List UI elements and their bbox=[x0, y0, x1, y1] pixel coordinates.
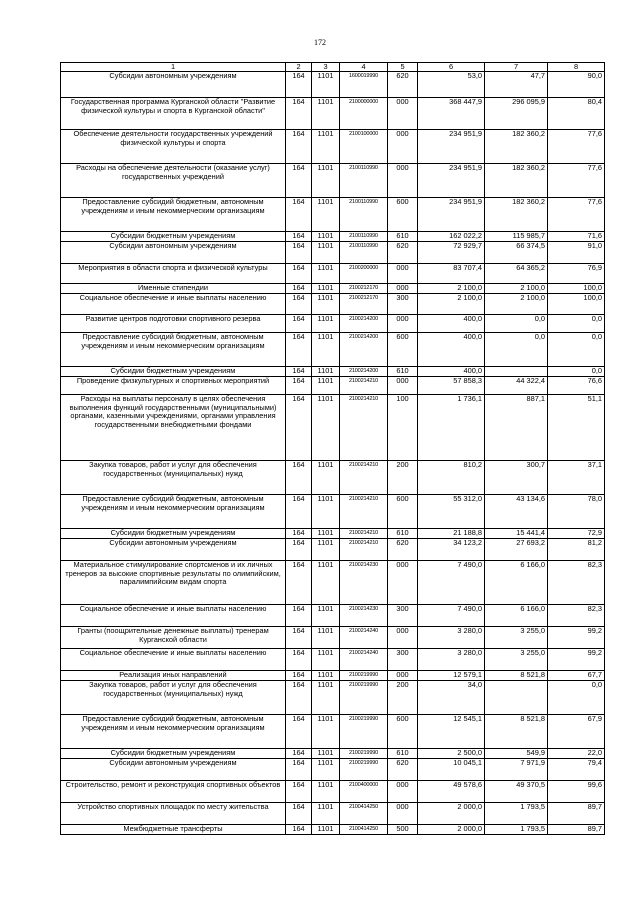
value-cell-c2: 164 bbox=[286, 461, 312, 495]
table-row bbox=[61, 749, 605, 759]
table-row bbox=[61, 164, 605, 198]
value-cell-c8: 91,0 bbox=[548, 242, 605, 264]
row-label-cell: Гранты (поощрительные денежные выплаты) тренерам Курганской области bbox=[61, 627, 286, 649]
value-cell-c6: 7 490,0 bbox=[418, 605, 485, 627]
value-cell-c3: 1101 bbox=[312, 749, 340, 759]
value-cell-c8: 99,2 bbox=[548, 649, 605, 671]
value-cell-c8: 77,6 bbox=[548, 198, 605, 232]
value-cell-c3: 1101 bbox=[312, 367, 340, 377]
value-cell-c6: 12 545,1 bbox=[418, 715, 485, 749]
value-cell-c8: 76,9 bbox=[548, 264, 605, 284]
value-cell-c2: 164 bbox=[286, 825, 312, 835]
value-cell-c2: 164 bbox=[286, 164, 312, 198]
column-header: 5 bbox=[388, 63, 418, 72]
value-cell-c4: 2100000000 bbox=[340, 98, 388, 130]
value-cell-c3: 1101 bbox=[312, 395, 340, 461]
value-cell-c5: 600 bbox=[388, 495, 418, 529]
value-cell-c7: 27 693,2 bbox=[485, 539, 548, 561]
value-cell-c7: 64 365,2 bbox=[485, 264, 548, 284]
value-cell-c3: 1101 bbox=[312, 284, 340, 294]
value-cell-c4: 1600019990 bbox=[340, 72, 388, 98]
value-cell-c8: 0,0 bbox=[548, 367, 605, 377]
value-cell-c7: 182 360,2 bbox=[485, 130, 548, 164]
value-cell-c2: 164 bbox=[286, 495, 312, 529]
value-cell-c6: 7 490,0 bbox=[418, 561, 485, 605]
value-cell-c5: 000 bbox=[388, 164, 418, 198]
value-cell-c7: 549,9 bbox=[485, 749, 548, 759]
value-cell-c5: 600 bbox=[388, 333, 418, 367]
value-cell-c2: 164 bbox=[286, 605, 312, 627]
value-cell-c6: 34,0 bbox=[418, 681, 485, 715]
value-cell-c8: 78,0 bbox=[548, 495, 605, 529]
table-row bbox=[61, 539, 605, 561]
value-cell-c2: 164 bbox=[286, 367, 312, 377]
table-row bbox=[61, 367, 605, 377]
value-cell-c3: 1101 bbox=[312, 605, 340, 627]
value-cell-c7: 7 971,9 bbox=[485, 759, 548, 781]
row-label-cell: Расходы на обеспечение деятельности (оказание услуг) государственных учреждений bbox=[61, 164, 286, 198]
value-cell-c3: 1101 bbox=[312, 803, 340, 825]
value-cell-c6: 234 951,9 bbox=[418, 198, 485, 232]
value-cell-c4: 2100214210 bbox=[340, 529, 388, 539]
value-cell-c7: 1 793,5 bbox=[485, 803, 548, 825]
table-row bbox=[61, 232, 605, 242]
value-cell-c5: 620 bbox=[388, 242, 418, 264]
value-cell-c5: 600 bbox=[388, 715, 418, 749]
row-label-cell: Строительство, ремонт и реконструкция спортивных объектов bbox=[61, 781, 286, 803]
value-cell-c7: 300,7 bbox=[485, 461, 548, 495]
value-cell-c3: 1101 bbox=[312, 130, 340, 164]
table-row bbox=[61, 377, 605, 395]
value-cell-c5: 100 bbox=[388, 395, 418, 461]
value-cell-c6: 83 707,4 bbox=[418, 264, 485, 284]
table-row bbox=[61, 495, 605, 529]
value-cell-c8: 0,0 bbox=[548, 681, 605, 715]
value-cell-c8: 82,3 bbox=[548, 605, 605, 627]
value-cell-c4: 2100214240 bbox=[340, 649, 388, 671]
value-cell-c2: 164 bbox=[286, 715, 312, 749]
value-cell-c7: 115 985,7 bbox=[485, 232, 548, 242]
value-cell-c7 bbox=[485, 681, 548, 715]
value-cell-c2: 164 bbox=[286, 781, 312, 803]
value-cell-c8: 100,0 bbox=[548, 294, 605, 315]
value-cell-c8: 51,1 bbox=[548, 395, 605, 461]
table-row bbox=[61, 72, 605, 98]
value-cell-c2: 164 bbox=[286, 627, 312, 649]
value-cell-c7: 2 100,0 bbox=[485, 284, 548, 294]
value-cell-c4: 2100214210 bbox=[340, 495, 388, 529]
table-row bbox=[61, 605, 605, 627]
value-cell-c5: 200 bbox=[388, 461, 418, 495]
value-cell-c3: 1101 bbox=[312, 781, 340, 803]
value-cell-c3: 1101 bbox=[312, 825, 340, 835]
value-cell-c3: 1101 bbox=[312, 333, 340, 367]
value-cell-c5: 610 bbox=[388, 367, 418, 377]
value-cell-c7: 43 134,6 bbox=[485, 495, 548, 529]
table-row bbox=[61, 284, 605, 294]
value-cell-c7: 49 370,5 bbox=[485, 781, 548, 803]
value-cell-c8: 0,0 bbox=[548, 315, 605, 333]
row-label-cell: Социальное обеспечение и иные выплаты населению bbox=[61, 605, 286, 627]
value-cell-c7: 0,0 bbox=[485, 333, 548, 367]
table-row bbox=[61, 333, 605, 367]
value-cell-c4: 2100414250 bbox=[340, 825, 388, 835]
value-cell-c8: 81,2 bbox=[548, 539, 605, 561]
value-cell-c2: 164 bbox=[286, 198, 312, 232]
value-cell-c6: 2 000,0 bbox=[418, 803, 485, 825]
value-cell-c5: 200 bbox=[388, 681, 418, 715]
value-cell-c8: 90,0 bbox=[548, 72, 605, 98]
value-cell-c3: 1101 bbox=[312, 681, 340, 715]
value-cell-c5: 000 bbox=[388, 130, 418, 164]
value-cell-c3: 1101 bbox=[312, 377, 340, 395]
value-cell-c4: 2100219990 bbox=[340, 759, 388, 781]
value-cell-c7: 3 255,0 bbox=[485, 627, 548, 649]
table-row bbox=[61, 98, 605, 130]
value-cell-c5: 620 bbox=[388, 539, 418, 561]
value-cell-c4: 2100219990 bbox=[340, 715, 388, 749]
value-cell-c6: 2 100,0 bbox=[418, 284, 485, 294]
table-row bbox=[61, 242, 605, 264]
row-label-cell: Закупка товаров, работ и услуг для обеспечения государственных (муниципальных) нужд bbox=[61, 461, 286, 495]
value-cell-c2: 164 bbox=[286, 671, 312, 681]
value-cell-c5: 300 bbox=[388, 649, 418, 671]
table-row bbox=[61, 264, 605, 284]
row-label-cell: Социальное обеспечение и иные выплаты населению bbox=[61, 294, 286, 315]
row-label-cell: Субсидии бюджетным учреждениям bbox=[61, 749, 286, 759]
row-label-cell: Субсидии автономным учреждениям bbox=[61, 242, 286, 264]
row-label-cell: Субсидии бюджетным учреждениям bbox=[61, 367, 286, 377]
column-header: 2 bbox=[286, 63, 312, 72]
value-cell-c5: 620 bbox=[388, 72, 418, 98]
table-row bbox=[61, 759, 605, 781]
value-cell-c6: 21 188,8 bbox=[418, 529, 485, 539]
table-row bbox=[61, 803, 605, 825]
row-label-cell: Материальное стимулирование спортсменов и их личных тренеров за высокие спортивные результаты по олимпийским, паралимпийским видам спорта bbox=[61, 561, 286, 605]
value-cell-c7: 182 360,2 bbox=[485, 164, 548, 198]
value-cell-c8: 82,3 bbox=[548, 561, 605, 605]
value-cell-c3: 1101 bbox=[312, 715, 340, 749]
value-cell-c2: 164 bbox=[286, 294, 312, 315]
value-cell-c4: 2100214210 bbox=[340, 461, 388, 495]
value-cell-c2: 164 bbox=[286, 649, 312, 671]
value-cell-c6: 3 280,0 bbox=[418, 627, 485, 649]
value-cell-c4: 2100212170 bbox=[340, 294, 388, 315]
table-row bbox=[61, 561, 605, 605]
value-cell-c6: 2 500,0 bbox=[418, 749, 485, 759]
row-label-cell: Субсидии автономным учреждениям bbox=[61, 759, 286, 781]
value-cell-c8: 37,1 bbox=[548, 461, 605, 495]
table-row bbox=[61, 825, 605, 835]
table-row bbox=[61, 671, 605, 681]
row-label-cell: Социальное обеспечение и иные выплаты населению bbox=[61, 649, 286, 671]
column-header: 8 bbox=[548, 63, 605, 72]
value-cell-c5: 000 bbox=[388, 561, 418, 605]
table-header-row bbox=[61, 63, 605, 72]
value-cell-c4: 2100214210 bbox=[340, 377, 388, 395]
table-row bbox=[61, 395, 605, 461]
value-cell-c4: 2100214200 bbox=[340, 315, 388, 333]
value-cell-c8: 0,0 bbox=[548, 333, 605, 367]
value-cell-c3: 1101 bbox=[312, 627, 340, 649]
column-header: 3 bbox=[312, 63, 340, 72]
row-label-cell: Именные стипендии bbox=[61, 284, 286, 294]
value-cell-c2: 164 bbox=[286, 395, 312, 461]
row-label-cell: Субсидии автономным учреждениям bbox=[61, 539, 286, 561]
row-label-cell: Закупка товаров, работ и услуг для обеспечения государственных (муниципальных) нужд bbox=[61, 681, 286, 715]
value-cell-c3: 1101 bbox=[312, 495, 340, 529]
table-row bbox=[61, 627, 605, 649]
value-cell-c6: 34 123,2 bbox=[418, 539, 485, 561]
value-cell-c4: 2100214200 bbox=[340, 367, 388, 377]
value-cell-c7: 15 441,4 bbox=[485, 529, 548, 539]
value-cell-c6: 55 312,0 bbox=[418, 495, 485, 529]
value-cell-c2: 164 bbox=[286, 561, 312, 605]
value-cell-c7: 0,0 bbox=[485, 315, 548, 333]
value-cell-c4: 2100214230 bbox=[340, 561, 388, 605]
value-cell-c8: 22,0 bbox=[548, 749, 605, 759]
row-label-cell: Реализация иных направлений bbox=[61, 671, 286, 681]
budget-table bbox=[60, 62, 605, 835]
value-cell-c3: 1101 bbox=[312, 242, 340, 264]
value-cell-c5: 500 bbox=[388, 825, 418, 835]
value-cell-c4: 2100219990 bbox=[340, 671, 388, 681]
value-cell-c8: 79,4 bbox=[548, 759, 605, 781]
value-cell-c5: 000 bbox=[388, 264, 418, 284]
value-cell-c6: 400,0 bbox=[418, 367, 485, 377]
value-cell-c6: 2 100,0 bbox=[418, 294, 485, 315]
value-cell-c2: 164 bbox=[286, 264, 312, 284]
table-row bbox=[61, 681, 605, 715]
value-cell-c2: 164 bbox=[286, 284, 312, 294]
value-cell-c2: 164 bbox=[286, 242, 312, 264]
value-cell-c4: 2100110990 bbox=[340, 242, 388, 264]
value-cell-c4: 2100214230 bbox=[340, 605, 388, 627]
value-cell-c6: 400,0 bbox=[418, 333, 485, 367]
value-cell-c4: 2100200000 bbox=[340, 264, 388, 284]
value-cell-c8: 89,7 bbox=[548, 803, 605, 825]
value-cell-c6: 234 951,9 bbox=[418, 130, 485, 164]
column-header: 4 bbox=[340, 63, 388, 72]
value-cell-c3: 1101 bbox=[312, 315, 340, 333]
value-cell-c3: 1101 bbox=[312, 759, 340, 781]
row-label-cell: Государственная программа Курганской области "Развитие физической культуры и спорта в Курганской области" bbox=[61, 98, 286, 130]
value-cell-c7: 6 166,0 bbox=[485, 561, 548, 605]
value-cell-c3: 1101 bbox=[312, 164, 340, 198]
value-cell-c8: 80,4 bbox=[548, 98, 605, 130]
value-cell-c3: 1101 bbox=[312, 98, 340, 130]
value-cell-c3: 1101 bbox=[312, 264, 340, 284]
value-cell-c4: 2100110990 bbox=[340, 164, 388, 198]
table-row bbox=[61, 649, 605, 671]
value-cell-c5: 000 bbox=[388, 803, 418, 825]
value-cell-c2: 164 bbox=[286, 377, 312, 395]
table-row bbox=[61, 529, 605, 539]
value-cell-c4: 2100214240 bbox=[340, 627, 388, 649]
value-cell-c7: 182 360,2 bbox=[485, 198, 548, 232]
value-cell-c8: 72,9 bbox=[548, 529, 605, 539]
value-cell-c3: 1101 bbox=[312, 72, 340, 98]
value-cell-c2: 164 bbox=[286, 315, 312, 333]
value-cell-c6: 810,2 bbox=[418, 461, 485, 495]
value-cell-c7: 8 521,8 bbox=[485, 671, 548, 681]
value-cell-c6: 49 578,6 bbox=[418, 781, 485, 803]
value-cell-c7: 6 166,0 bbox=[485, 605, 548, 627]
row-label-cell: Мероприятия в области спорта и физической культуры bbox=[61, 264, 286, 284]
column-header: 1 bbox=[61, 63, 286, 72]
value-cell-c6: 234 951,9 bbox=[418, 164, 485, 198]
value-cell-c7: 66 374,5 bbox=[485, 242, 548, 264]
value-cell-c3: 1101 bbox=[312, 198, 340, 232]
value-cell-c5: 000 bbox=[388, 284, 418, 294]
value-cell-c8: 77,6 bbox=[548, 164, 605, 198]
value-cell-c2: 164 bbox=[286, 130, 312, 164]
value-cell-c6: 3 280,0 bbox=[418, 649, 485, 671]
value-cell-c4: 2100212170 bbox=[340, 284, 388, 294]
table-row bbox=[61, 130, 605, 164]
value-cell-c6: 400,0 bbox=[418, 315, 485, 333]
value-cell-c4: 2100219990 bbox=[340, 749, 388, 759]
value-cell-c5: 610 bbox=[388, 529, 418, 539]
value-cell-c5: 300 bbox=[388, 294, 418, 315]
table-row bbox=[61, 198, 605, 232]
value-cell-c6: 162 022,2 bbox=[418, 232, 485, 242]
value-cell-c2: 164 bbox=[286, 681, 312, 715]
value-cell-c2: 164 bbox=[286, 72, 312, 98]
row-label-cell: Межбюджетные трансферты bbox=[61, 825, 286, 835]
value-cell-c5: 300 bbox=[388, 605, 418, 627]
value-cell-c2: 164 bbox=[286, 529, 312, 539]
value-cell-c8: 100,0 bbox=[548, 284, 605, 294]
value-cell-c3: 1101 bbox=[312, 649, 340, 671]
value-cell-c3: 1101 bbox=[312, 539, 340, 561]
value-cell-c4: 2100100000 bbox=[340, 130, 388, 164]
value-cell-c2: 164 bbox=[286, 759, 312, 781]
value-cell-c6: 10 045,1 bbox=[418, 759, 485, 781]
value-cell-c3: 1101 bbox=[312, 529, 340, 539]
value-cell-c2: 164 bbox=[286, 98, 312, 130]
value-cell-c2: 164 bbox=[286, 333, 312, 367]
row-label-cell: Субсидии бюджетным учреждениям bbox=[61, 529, 286, 539]
value-cell-c8: 89,7 bbox=[548, 825, 605, 835]
value-cell-c6: 2 000,0 bbox=[418, 825, 485, 835]
value-cell-c7: 44 322,4 bbox=[485, 377, 548, 395]
value-cell-c7: 887,1 bbox=[485, 395, 548, 461]
value-cell-c6: 12 579,1 bbox=[418, 671, 485, 681]
value-cell-c5: 600 bbox=[388, 198, 418, 232]
row-label-cell: Предоставление субсидий бюджетным, автономным учреждениям и иным некоммерческим организациям bbox=[61, 333, 286, 367]
value-cell-c4: 2100214210 bbox=[340, 395, 388, 461]
value-cell-c7: 3 255,0 bbox=[485, 649, 548, 671]
value-cell-c4: 2100414250 bbox=[340, 803, 388, 825]
value-cell-c6: 368 447,9 bbox=[418, 98, 485, 130]
row-label-cell: Предоставление субсидий бюджетным, автономным учреждениям и иным некоммерческим организациям bbox=[61, 198, 286, 232]
value-cell-c8: 77,6 bbox=[548, 130, 605, 164]
value-cell-c3: 1101 bbox=[312, 461, 340, 495]
row-label-cell: Субсидии автономным учреждениям bbox=[61, 72, 286, 98]
table-row bbox=[61, 781, 605, 803]
value-cell-c4: 2100400000 bbox=[340, 781, 388, 803]
value-cell-c5: 620 bbox=[388, 759, 418, 781]
value-cell-c7 bbox=[485, 367, 548, 377]
table-row bbox=[61, 315, 605, 333]
value-cell-c2: 164 bbox=[286, 749, 312, 759]
table-row bbox=[61, 294, 605, 315]
value-cell-c4: 2100110990 bbox=[340, 198, 388, 232]
column-header: 6 bbox=[418, 63, 485, 72]
table-row bbox=[61, 715, 605, 749]
value-cell-c8: 71,6 bbox=[548, 232, 605, 242]
value-cell-c8: 99,6 bbox=[548, 781, 605, 803]
value-cell-c5: 610 bbox=[388, 749, 418, 759]
value-cell-c2: 164 bbox=[286, 232, 312, 242]
row-label-cell: Субсидии бюджетным учреждениям bbox=[61, 232, 286, 242]
value-cell-c4: 2100214210 bbox=[340, 539, 388, 561]
page-number: 172 bbox=[314, 38, 326, 47]
value-cell-c3: 1101 bbox=[312, 671, 340, 681]
value-cell-c3: 1101 bbox=[312, 294, 340, 315]
row-label-cell: Проведение физкультурных и спортивных мероприятий bbox=[61, 377, 286, 395]
value-cell-c6: 72 929,7 bbox=[418, 242, 485, 264]
value-cell-c5: 000 bbox=[388, 377, 418, 395]
value-cell-c4: 2100110990 bbox=[340, 232, 388, 242]
table-body bbox=[61, 72, 605, 835]
value-cell-c6: 53,0 bbox=[418, 72, 485, 98]
value-cell-c8: 99,2 bbox=[548, 627, 605, 649]
value-cell-c5: 000 bbox=[388, 781, 418, 803]
row-label-cell: Устройство спортивных площадок по месту жительства bbox=[61, 803, 286, 825]
row-label-cell: Предоставление субсидий бюджетным, автономным учреждениям и иным некоммерческим организациям bbox=[61, 715, 286, 749]
value-cell-c5: 000 bbox=[388, 671, 418, 681]
row-label-cell: Развитие центров подготовки спортивного резерва bbox=[61, 315, 286, 333]
column-header: 7 bbox=[485, 63, 548, 72]
value-cell-c8: 76,6 bbox=[548, 377, 605, 395]
value-cell-c5: 000 bbox=[388, 98, 418, 130]
value-cell-c4: 2100219990 bbox=[340, 681, 388, 715]
value-cell-c6: 57 858,3 bbox=[418, 377, 485, 395]
value-cell-c7: 1 793,5 bbox=[485, 825, 548, 835]
table-row bbox=[61, 461, 605, 495]
value-cell-c7: 8 521,8 bbox=[485, 715, 548, 749]
value-cell-c2: 164 bbox=[286, 539, 312, 561]
value-cell-c3: 1101 bbox=[312, 232, 340, 242]
value-cell-c5: 000 bbox=[388, 627, 418, 649]
value-cell-c4: 2100214200 bbox=[340, 333, 388, 367]
row-label-cell: Расходы на выплаты персоналу в целях обеспечения выполнения функций государственными (муниципальными) органами, казенными учреждениями, органами управления государственными внебюджетными фондами bbox=[61, 395, 286, 461]
value-cell-c5: 000 bbox=[388, 315, 418, 333]
value-cell-c7: 296 095,9 bbox=[485, 98, 548, 130]
value-cell-c5: 610 bbox=[388, 232, 418, 242]
row-label-cell: Предоставление субсидий бюджетным, автономным учреждениям и иным некоммерческим организациям bbox=[61, 495, 286, 529]
value-cell-c2: 164 bbox=[286, 803, 312, 825]
value-cell-c3: 1101 bbox=[312, 561, 340, 605]
row-label-cell: Обеспечение деятельности государственных учреждений физической культуры и спорта bbox=[61, 130, 286, 164]
value-cell-c7: 47,7 bbox=[485, 72, 548, 98]
value-cell-c8: 67,9 bbox=[548, 715, 605, 749]
value-cell-c6: 1 736,1 bbox=[418, 395, 485, 461]
value-cell-c8: 67,7 bbox=[548, 671, 605, 681]
value-cell-c7: 2 100,0 bbox=[485, 294, 548, 315]
